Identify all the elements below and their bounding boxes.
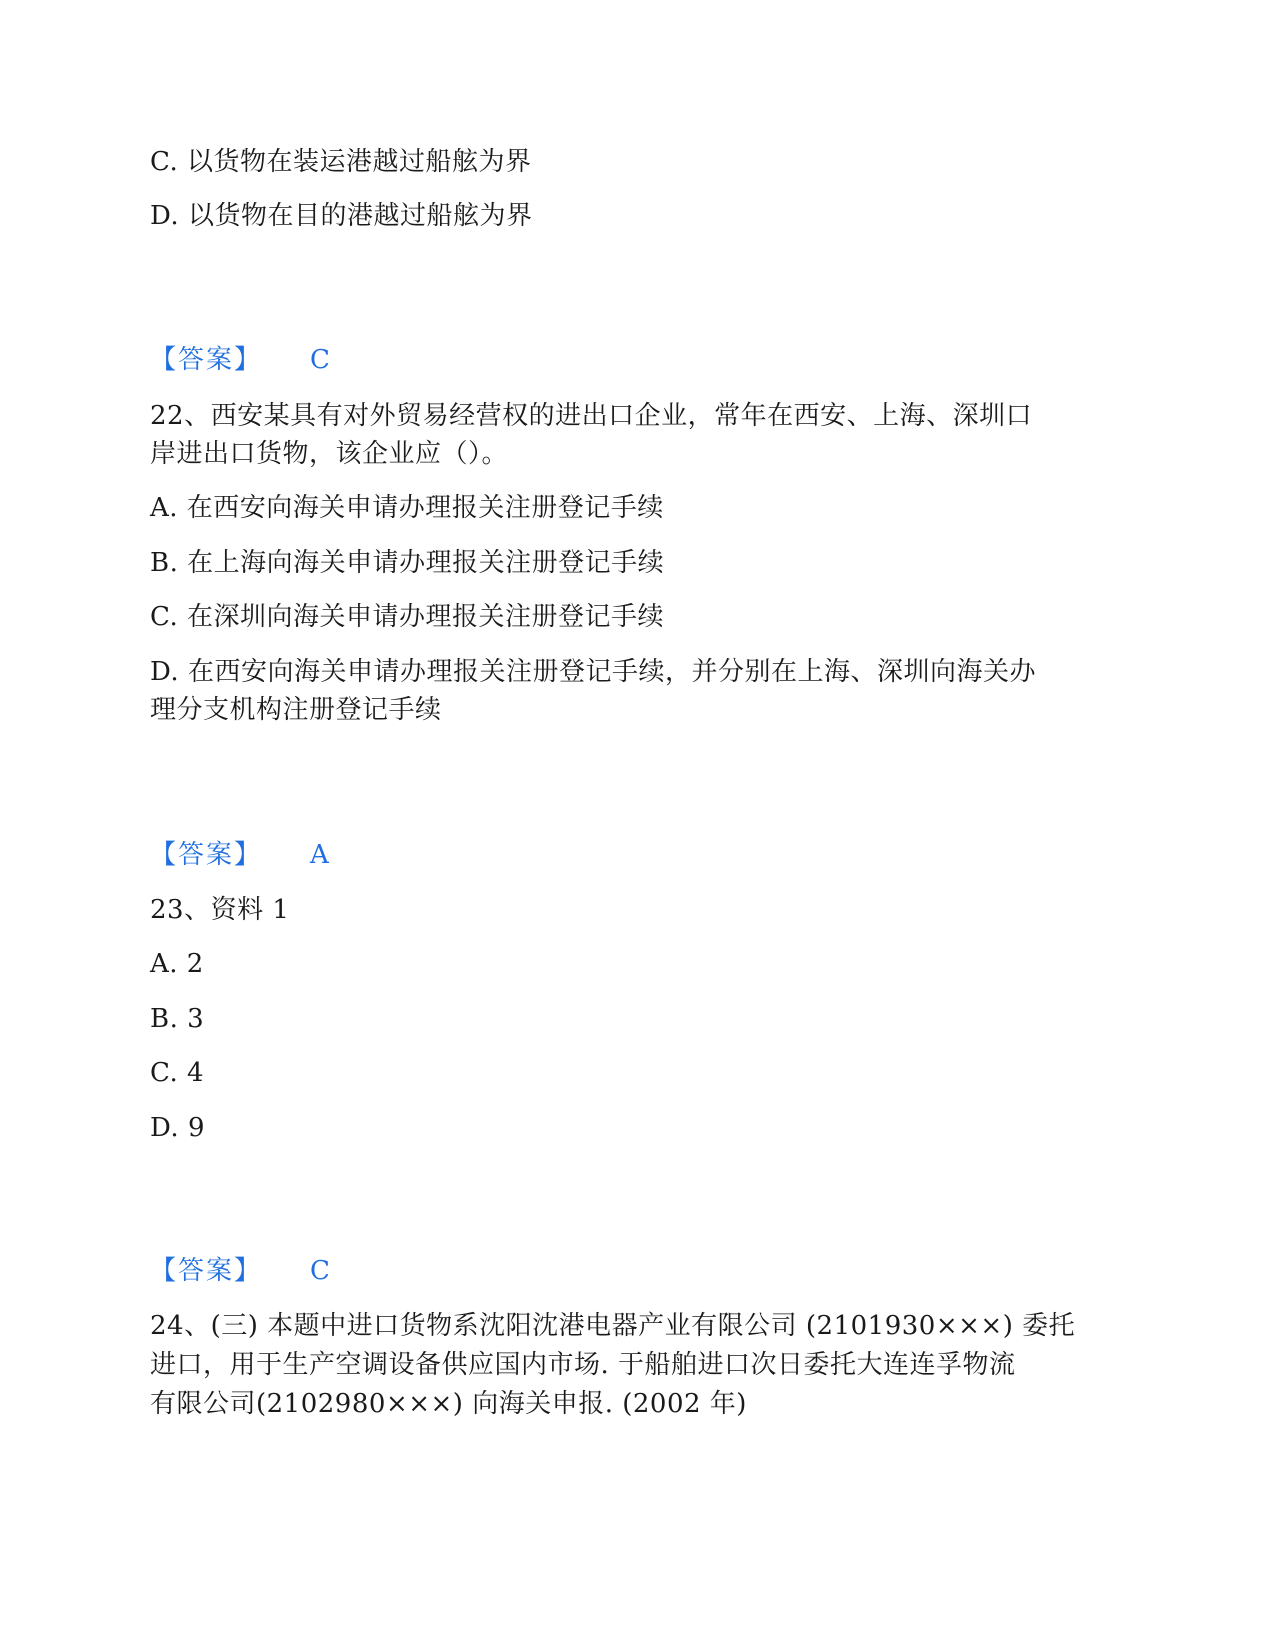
answer-label: 【答案】 <box>150 1256 263 1286</box>
q21-answer-value: C <box>310 345 330 375</box>
q22-option-d-line1: D. 在西安向海关申请办理报关注册登记手续，并分别在上海、深圳向海关办 <box>150 657 1036 687</box>
q23-option-b: B. 3 <box>150 1004 205 1034</box>
q24-line2: 进口，用于生产空调设备供应国内市场. 于船舶进口次日委托大连连孚物流 <box>150 1350 1016 1380</box>
q24-line3: 有限公司(2102980×××) 向海关申报. (2002 年) <box>150 1389 747 1419</box>
q24-line1: 24、(三) 本题中进口货物系沈阳沈港电器产业有限公司 (2101930×××) 委托 <box>150 1311 1076 1341</box>
q23-option-d: D. 9 <box>150 1113 205 1143</box>
q21-answer-row <box>150 340 450 380</box>
q22-option-d-line2: 理分支机构注册登记手续 <box>150 695 442 725</box>
q21-option-c: C. 以货物在装运港越过船舷为界 <box>150 147 532 177</box>
q23-option-c: C. 4 <box>150 1058 205 1088</box>
q22-option-b: B. 在上海向海关申请办理报关注册登记手续 <box>150 548 665 578</box>
q22-answer-value: A <box>310 840 329 870</box>
q22-option-c: C. 在深圳向海关申请办理报关注册登记手续 <box>150 602 664 632</box>
q23-stem: 23、资料 1 <box>150 895 290 925</box>
q23-answer-value: C <box>310 1256 330 1286</box>
q23-option-a: A. 2 <box>150 949 204 979</box>
answer-label: 【答案】 <box>150 840 263 870</box>
q22-answer-row <box>150 835 450 875</box>
q23-answer-row <box>150 1251 450 1291</box>
q21-option-d: D. 以货物在目的港越过船舷为界 <box>150 201 533 231</box>
q22-stem-line1: 22、西安某具有对外贸易经营权的进出口企业，常年在西安、上海、深圳口 <box>150 401 1033 431</box>
q22-option-a: A. 在西安向海关申请办理报关注册登记手续 <box>150 493 664 523</box>
answer-label: 【答案】 <box>150 345 263 375</box>
q22-stem-line2: 岸进出口货物，该企业应（）。 <box>150 439 509 469</box>
